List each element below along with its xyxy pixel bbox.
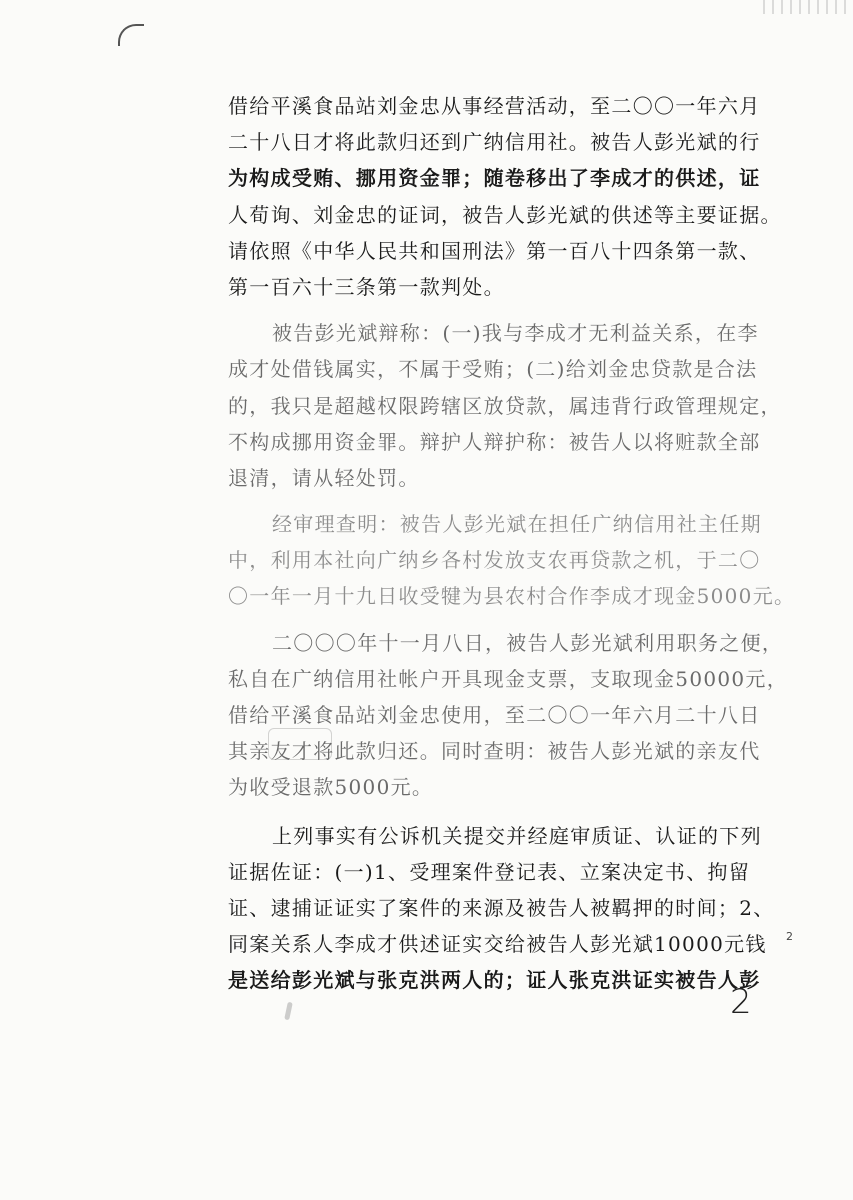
body-line: 证据佐证：(一)1、受理案件登记表、立案决定书、拘留 [228, 859, 751, 884]
body-line: 借给平溪食品站刘金忠使用，至二〇〇一年六月二十八日 [228, 703, 761, 727]
body-line: 私自在广纳信用社帐户开具现金支票，支取现金50000元， [228, 666, 789, 691]
body-line: 〇一年一月十九日收受犍为县农村合作李成才现金5000元。 [228, 584, 796, 609]
stamp-smudge [268, 728, 332, 760]
body-line: 经审理查明：被告人彭光斌在担任广纳信用社主任期 [272, 512, 762, 537]
scan-corner-mark [118, 24, 144, 46]
body-line: 被告彭光斌辩称：(一)我与李成才无利益关系，在李 [272, 321, 759, 346]
body-line: 退清，请从轻处罚。 [228, 465, 420, 490]
body-line: 成才处借钱属实，不属于受贿；(二)给刘金忠贷款是合法 [228, 357, 758, 382]
body-line: 第一百六十三条第一款判处。 [228, 274, 505, 299]
body-line: 的，我只是超越权限跨辖区放贷款，属违背行政管理规定， [228, 393, 782, 418]
body-line: 其亲友才将此款归还。同时查明：被告人彭光斌的亲友代 [228, 739, 761, 764]
body-line: 证、逮捕证证实了案件的来源及被告人被羁押的时间；2、 [228, 895, 775, 920]
body-line: 借给平溪食品站刘金忠从事经营活动，至二〇〇一年六月 [228, 94, 761, 118]
body-line: 同案关系人李成才供述证实交给被告人彭光斌10000元钱 [228, 932, 767, 957]
body-line: 请依照《中华人民共和国刑法》第一百八十四条第一款、 [228, 238, 761, 263]
body-line: 为收受退款5000元。 [228, 775, 434, 800]
document-body [228, 88, 808, 999]
scan-edge-dots [763, 0, 853, 14]
body-line: 中，利用本社向广纳乡各村发放支农再贷款之机，于二〇 [228, 548, 761, 573]
body-line: 二十八日才将此款归还到广纳信用社。被告人彭光斌的行 [228, 130, 761, 155]
body-line: 上列事实有公诉机关提交并经庭审质证、认证的下列 [272, 823, 762, 848]
body-line: 人荀询、刘金忠的证词，被告人彭光斌的供述等主要证据。 [228, 202, 782, 227]
body-line: 为构成受贿、挪用资金罪；随卷移出了李成才的供述，证 [228, 166, 761, 191]
page-number-printed: 2 [786, 930, 793, 943]
body-line: 不构成挪用资金罪。辩护人辩护称：被告人以将赃款全部 [228, 429, 761, 454]
body-line: 二〇〇〇年十一月八日，被告人彭光斌利用职务之便， [272, 630, 784, 655]
scan-speck [284, 1002, 293, 1021]
page-number-handwritten: 2 [730, 982, 752, 1022]
body-line: 是送给彭光斌与张克洪两人的；证人张克洪证实被告人彭 [228, 968, 761, 993]
